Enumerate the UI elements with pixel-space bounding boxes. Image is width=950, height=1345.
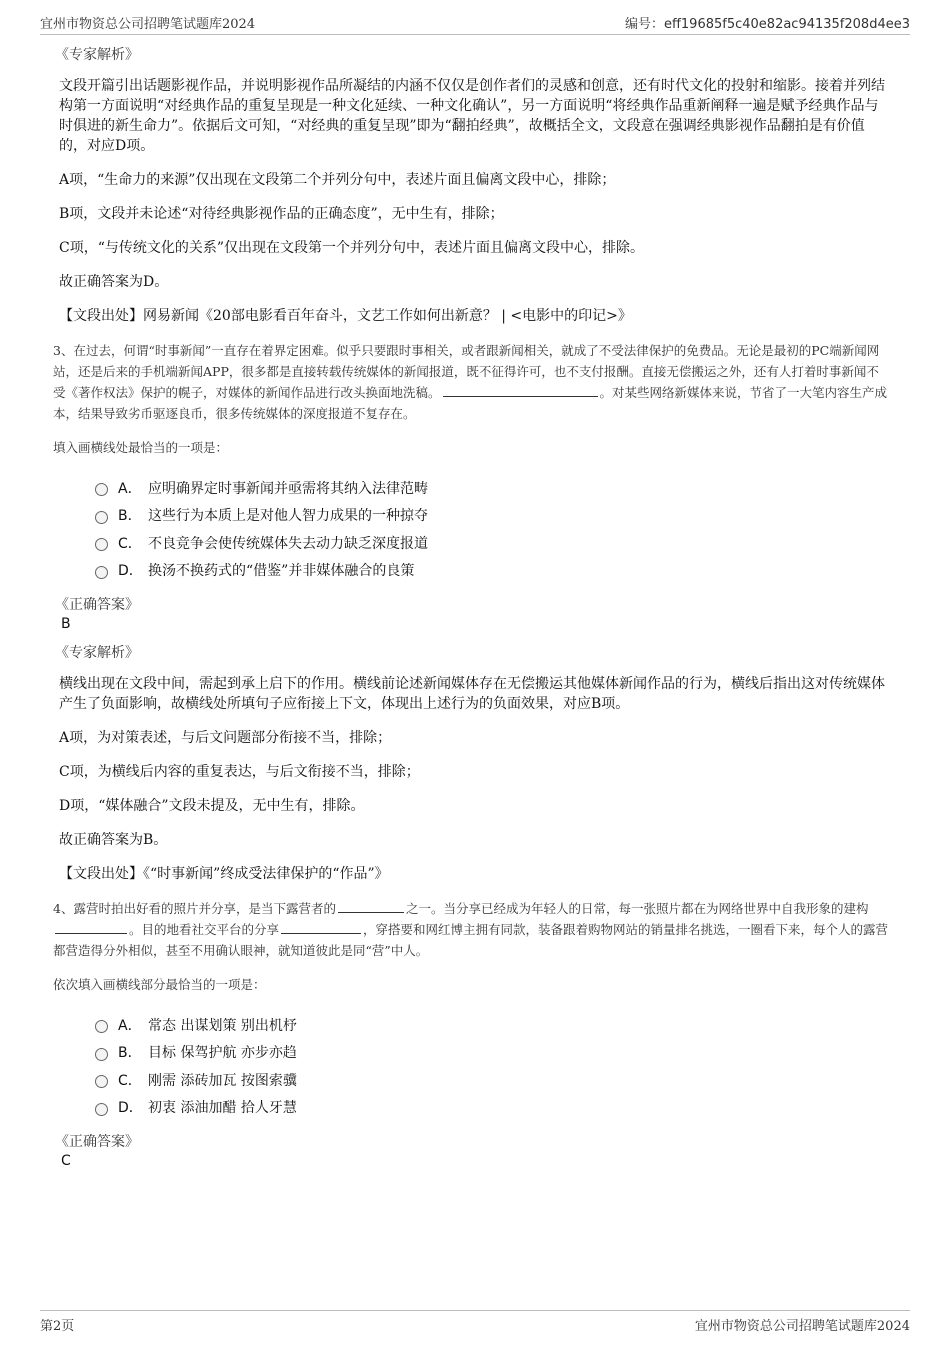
q4-text-part: 4、露营时拍出好看的照片并分享，是当下露营者的 [53, 901, 336, 916]
q2-explanation-paragraph: A项，“生命力的来源”仅出现在文段第二个并列分句中，表述片面且偏离文段中心，排除； [59, 172, 616, 188]
option-text: 换汤不换药式的“借鉴”并非媒体融合的良策 [148, 563, 415, 580]
q4-option-d[interactable] [95, 1094, 890, 1122]
q4-text-part: 。目的地看社交平台的分享 [129, 922, 280, 937]
q2-explanation-paragraph: B项，文段并未论述“对待经典影视作品的正确态度”，无中生有，排除； [59, 206, 504, 222]
q4-answer: C [61, 1153, 71, 1169]
header-code [625, 13, 910, 32]
option-letter: D． [118, 563, 143, 580]
option-letter: D． [118, 1100, 143, 1117]
q3-blank [443, 382, 598, 397]
option-text: 这些行为本质上是对他人智力成果的一种掠夺 [148, 508, 428, 525]
q3-question-text [53, 340, 890, 424]
header-title: 宜州市物资总公司招聘笔试题库2024 [40, 17, 256, 32]
q3-option-d[interactable] [95, 557, 890, 585]
q3-expert-label: 《专家解析》 [55, 645, 139, 661]
q4-text-part: ，穿搭要和网红博主拥有同款，装备跟着购物网站的销量排名挑选，一圈看下来，每个人的露营都营造得分外相似，甚至不用确认眼神，就知道彼此是同“营”中人。 [53, 922, 889, 958]
q3-explanation-paragraph: A项，为对策表述，与后文问题部分衔接不当，排除； [59, 730, 392, 746]
q4-blank-2 [55, 919, 127, 934]
radio-icon[interactable] [95, 566, 108, 579]
page-footer [40, 1310, 910, 1341]
footer-title: 宜州市物资总公司招聘笔试题库2024 [694, 1319, 910, 1334]
radio-icon[interactable] [95, 538, 108, 551]
radio-icon[interactable] [95, 1048, 108, 1061]
q2-expert-label: 《专家解析》 [55, 47, 139, 63]
q4-blank-3 [281, 919, 361, 934]
q3-text-after: 。对某些网络新媒体来说，节省了一大笔内容生产成本，结果导致劣币驱逐良币，很多传统媒体的深度报道不复存在。 [53, 385, 888, 421]
q4-option-a[interactable] [95, 1011, 890, 1039]
q2-source: 【文段出处】网易新闻《20部电影看百年奋斗，文艺工作如何出新意？ | <电影中的印记>》 [59, 308, 632, 324]
radio-icon[interactable] [95, 483, 108, 496]
q4-option-c[interactable] [95, 1066, 890, 1094]
q2-explanation-paragraph: 故正确答案为D。 [59, 274, 169, 290]
option-letter: C． [118, 1072, 142, 1089]
option-letter: C． [118, 535, 142, 552]
radio-icon[interactable] [95, 1020, 108, 1033]
q3-option-a[interactable] [95, 474, 890, 502]
q3-explanation-paragraph: 故正确答案为B。 [59, 832, 168, 848]
option-letter: A． [118, 1017, 142, 1034]
option-letter: A． [118, 480, 142, 497]
q4-prompt: 依次填入画横线部分最恰当的一项是： [53, 977, 266, 992]
q4-options [95, 1011, 890, 1121]
radio-icon[interactable] [95, 511, 108, 524]
q4-question-text [53, 898, 890, 961]
footer-page-number: 第2页 [40, 1319, 75, 1334]
q2-explanation-paragraph: C项，“与传统文化的关系”仅出现在文段第一个并列分句中，表述片面且偏离文段中心，排除。 [59, 240, 645, 256]
page-content [55, 44, 890, 1179]
option-text: 目标 保驾护航 亦步亦趋 [148, 1045, 297, 1062]
radio-icon[interactable] [95, 1075, 108, 1088]
q3-text-before: 3、在过去，何谓“时事新闻”一直存在着界定困难。似乎只要跟时事相关，或者跟新闻相关，就成了不受法律保护的免费品。无论是最初的PC端新闻网站，还是后来的手机端新闻APP，很多都是直接转载传统媒体的新闻报道，既不征得许可，也不支付报酬。直接无偿搬运之外，还有人打着时事新闻不受《著作权法》保护的幌子，对媒体的新闻作品进行改头换面地洗稿。 [53, 343, 880, 400]
q3-explanation-paragraph: 横线出现在文段中间，需起到承上启下的作用。横线前论述新闻媒体存在无偿搬运其他媒体新闻作品的行为，横线后指出这对传统媒体产生了负面影响，故横线处所填句子应衔接上下文，体现出上述行为的负面效果，对应B项。 [59, 676, 885, 712]
q2-explanation-paragraph: 文段开篇引出话题影视作品，并说明影视作品所凝结的内涵不仅仅是创作者们的灵感和创意，还有时代文化的投射和缩影。接着并列结构第一方面说明“对经典作品的重复呈现是一种文化延续、一种文化确认”，另一方面说明“将经典作品重新阐释一遍是赋予经典作品与时俱进的新生命力”。依据后文可知，“对经典的重复呈现”即为“翻拍经典”，故概括全文，文段意在强调经典影视作品翻拍是有价值的，对应D项。 [59, 78, 885, 154]
option-text: 不良竞争会使传统媒体失去动力缺乏深度报道 [148, 535, 428, 552]
q3-source: 【文段出处】《“时事新闻”终成受法律保护的“作品”》 [59, 866, 389, 882]
q4-blank-1 [338, 898, 404, 913]
q4-text-part: 之一。当分享已经成为年轻人的日常，每一张照片都在为网络世界中自我形象的建构 [405, 901, 869, 916]
q4-answer-label: 《正确答案》 [55, 1134, 139, 1150]
q3-explanation-paragraph: C项，为横线后内容的重复表达，与后文衔接不当，排除； [59, 764, 420, 780]
q3-explanation-paragraph: D项，“媒体融合”文段未提及，无中生有，排除。 [59, 798, 365, 814]
option-text: 常态 出谋划策 别出机杼 [148, 1017, 297, 1034]
option-text: 初衷 添油加醋 拾人牙慧 [148, 1100, 297, 1117]
q3-answer: B [61, 616, 71, 632]
q3-options [95, 474, 890, 584]
q3-option-b[interactable] [95, 502, 890, 530]
option-letter: B． [118, 508, 142, 525]
q3-answer-label: 《正确答案》 [55, 597, 139, 613]
option-letter: B． [118, 1045, 142, 1062]
option-text: 应明确界定时事新闻并亟需将其纳入法律范畴 [148, 480, 428, 497]
q4-option-b[interactable] [95, 1039, 890, 1067]
option-text: 刚需 添砖加瓦 按图索骥 [148, 1072, 297, 1089]
page-header [40, 0, 910, 35]
radio-icon[interactable] [95, 1103, 108, 1116]
header-code-value: eff19685f5c40e82ac94135f208d4ee3 [663, 17, 910, 32]
header-code-label: 编号： [624, 17, 664, 32]
q3-prompt: 填入画横线处最恰当的一项是： [53, 440, 229, 455]
q3-option-c[interactable] [95, 529, 890, 557]
